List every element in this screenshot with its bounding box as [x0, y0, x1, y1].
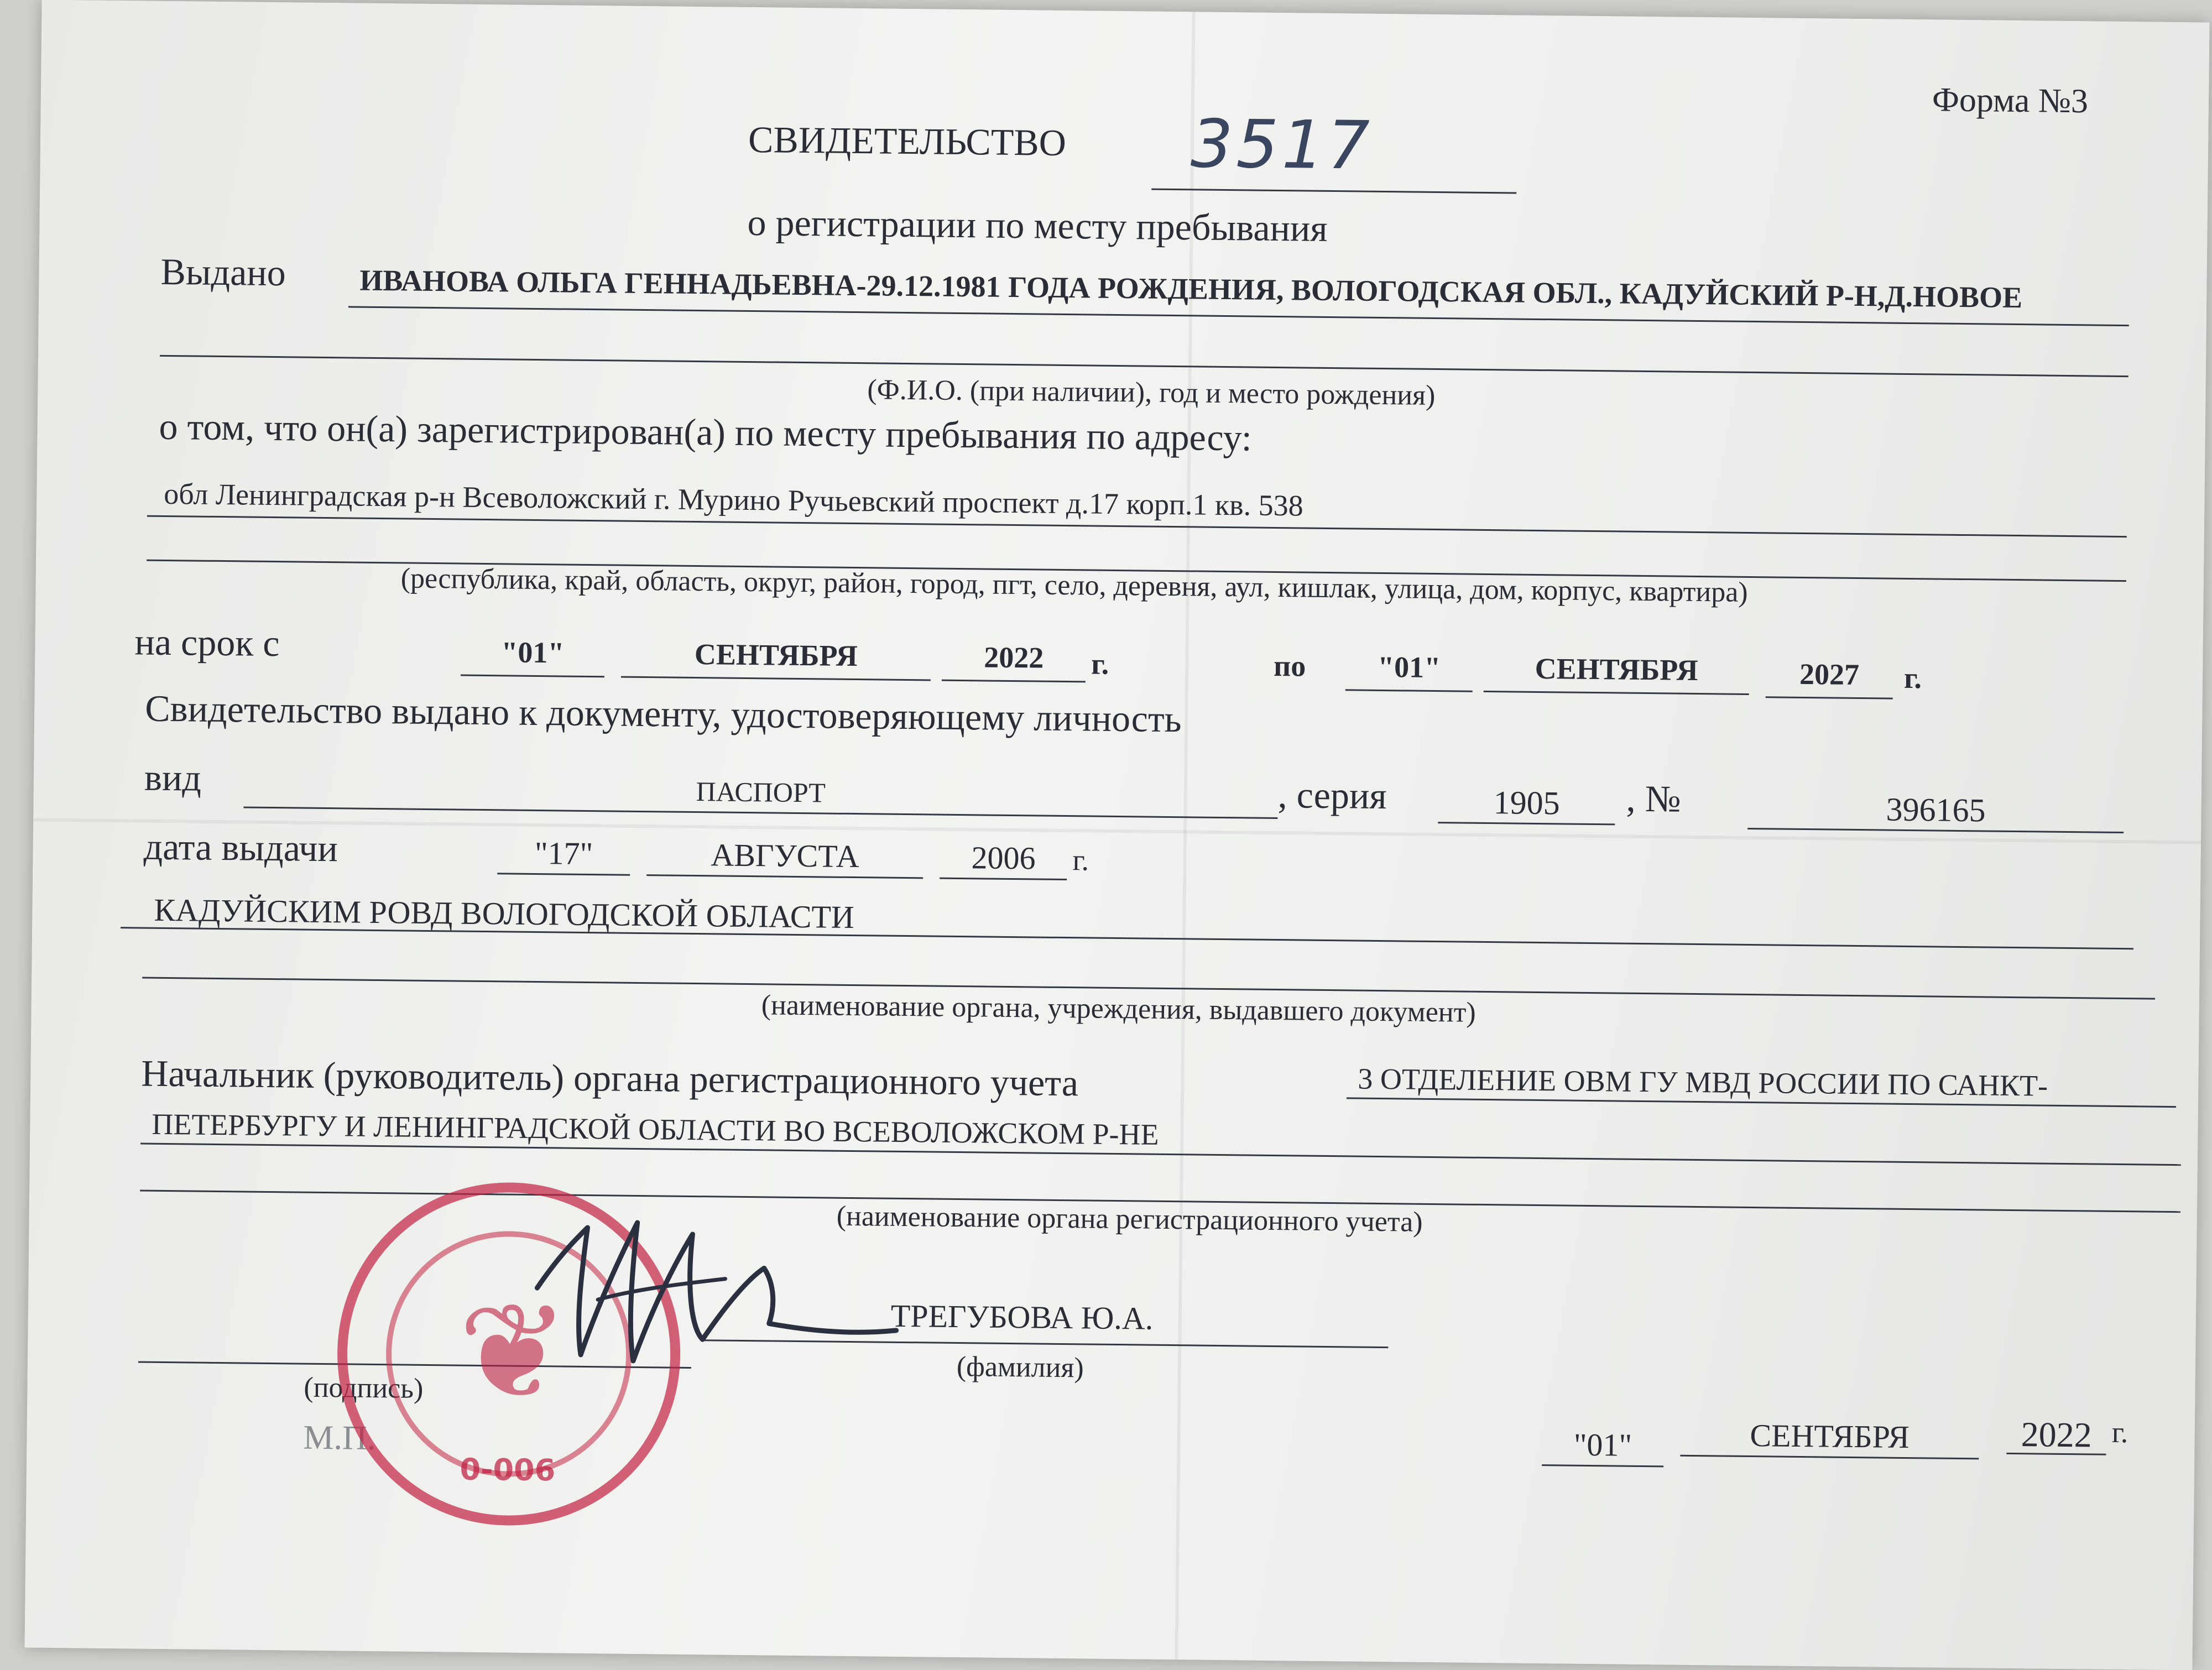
seal-eagle-icon: ❦: [457, 1278, 570, 1427]
doc-issue-year: 2006: [971, 839, 1036, 876]
date-day-line: [1542, 1464, 1663, 1467]
doc-number-value: 396165: [1886, 791, 1986, 829]
term-from-day-line: [461, 675, 604, 678]
address-value: обл Ленинградская р-н Всеволожский г. Мурино Ручьевский проспект д.17 корп.1 кв. 538: [164, 477, 1303, 523]
doc-issue-label: дата выдачи: [143, 825, 338, 870]
address-caption: (республика, край, область, округ, район, город, пгт, село, деревня, аул, кишлак, улица, дом, корпус, квартира): [400, 562, 1748, 608]
term-to-month-line: [1484, 691, 1749, 695]
doc-series-value: 1905: [1493, 784, 1560, 822]
doc-issuer-caption: (наименование органа, учреждения, выдавшего документ): [761, 989, 1477, 1029]
form-label: Форма №3: [1932, 81, 2089, 121]
date-day: "01": [1573, 1426, 1632, 1463]
term-to-year: 2027: [1799, 657, 1860, 692]
doc-issue-day-line: [497, 873, 630, 876]
doc-issue-month: АВГУСТА: [711, 837, 860, 875]
certificate-paper: [25, 0, 2210, 1670]
term-to-label: по: [1273, 649, 1306, 683]
term-to-month: СЕНТЯБРЯ: [1535, 651, 1698, 687]
surname-caption: (фамилия): [956, 1351, 1084, 1384]
doc-issuer-value: КАДУЙСКИМ РОВД ВОЛОГОДСКОЙ ОБЛАСТИ: [154, 891, 855, 936]
paper-fold-vertical: [1175, 12, 1195, 1659]
term-to-day-line: [1345, 689, 1473, 692]
doc-kind-label: вид: [144, 756, 202, 799]
date-month: СЕНТЯБРЯ: [1750, 1417, 1910, 1455]
term-from-day: "01": [501, 635, 565, 670]
signature-caption: (подпись): [304, 1371, 424, 1405]
term-to-day: "01": [1377, 650, 1441, 685]
doc-issue-g: г.: [1072, 843, 1089, 877]
term-from-year-line: [942, 680, 1086, 683]
term-g1: г.: [1091, 647, 1109, 681]
surname-value: ТРЕГУБОВА Ю.А.: [890, 1297, 1154, 1337]
seal-code: 0-006: [460, 1452, 556, 1488]
document-text: Свидетельство выдано к документу, удостоверяющему личность: [144, 687, 1182, 740]
doc-issuer-line-1: [121, 927, 2133, 949]
chief-org-line-1: 3 ОТДЕЛЕНИЕ ОВМ ГУ МВД РОССИИ ПО САНКТ-: [1358, 1062, 2048, 1103]
term-from-label: на срок с: [134, 620, 280, 665]
handwritten-signature: [514, 1194, 903, 1397]
cert-number-line: [1151, 189, 1516, 194]
doc-number-label: , №: [1626, 777, 1682, 820]
chief-label: Начальник (руководитель) органа регистрационного учета: [140, 1052, 1079, 1104]
fio-caption: (Ф.И.О. (при наличии), год и место рождения): [867, 374, 1436, 411]
certificate-title: СВИДЕТЕЛЬСТВО: [748, 118, 1067, 164]
term-from-month: СЕНТЯБРЯ: [694, 637, 858, 673]
date-g: г.: [2111, 1415, 2128, 1449]
registered-text: о том, что он(а) зарегистрирован(а) по месту пребывания по адресу:: [159, 405, 1253, 459]
date-year: 2022: [2021, 1415, 2093, 1455]
issued-label: Выдано: [160, 250, 286, 294]
chief-caption: (наименование органа регистрационного учета): [836, 1200, 1423, 1238]
doc-series-label: , серия: [1277, 774, 1387, 817]
mp-label: М.П.: [303, 1418, 376, 1458]
doc-issue-day: "17": [534, 834, 593, 872]
chief-org-line-2: ПЕТЕРБУРГУ И ЛЕНИНГРАДСКОЙ ОБЛАСТИ ВО ВСЕВОЛОЖСКОМ Р-НЕ: [152, 1107, 1159, 1151]
certificate-subtitle: о регистрации по месту пребывания: [747, 201, 1328, 249]
cert-number-handwritten: 3517: [1190, 106, 1374, 185]
issued-to-value: ИВАНОВА ОЛЬГА ГЕННАДЬЕВНА-29.12.1981 ГОДА РОЖДЕНИЯ, ВОЛОГОДСКАЯ ОБЛ., КАДУЙСКИЙ Р-Н,Д.НОВОЕ: [359, 263, 2023, 315]
term-to-year-line: [1766, 696, 1893, 699]
term-from-month-line: [621, 676, 931, 681]
issued-line-2: [160, 355, 2128, 377]
doc-issue-year-line: [940, 878, 1067, 880]
term-g2: г.: [1903, 661, 1922, 695]
doc-kind-value: ПАСПОРТ: [696, 776, 826, 808]
chief-org-underline-2: [140, 1143, 2181, 1166]
term-from-year: 2022: [984, 640, 1044, 675]
